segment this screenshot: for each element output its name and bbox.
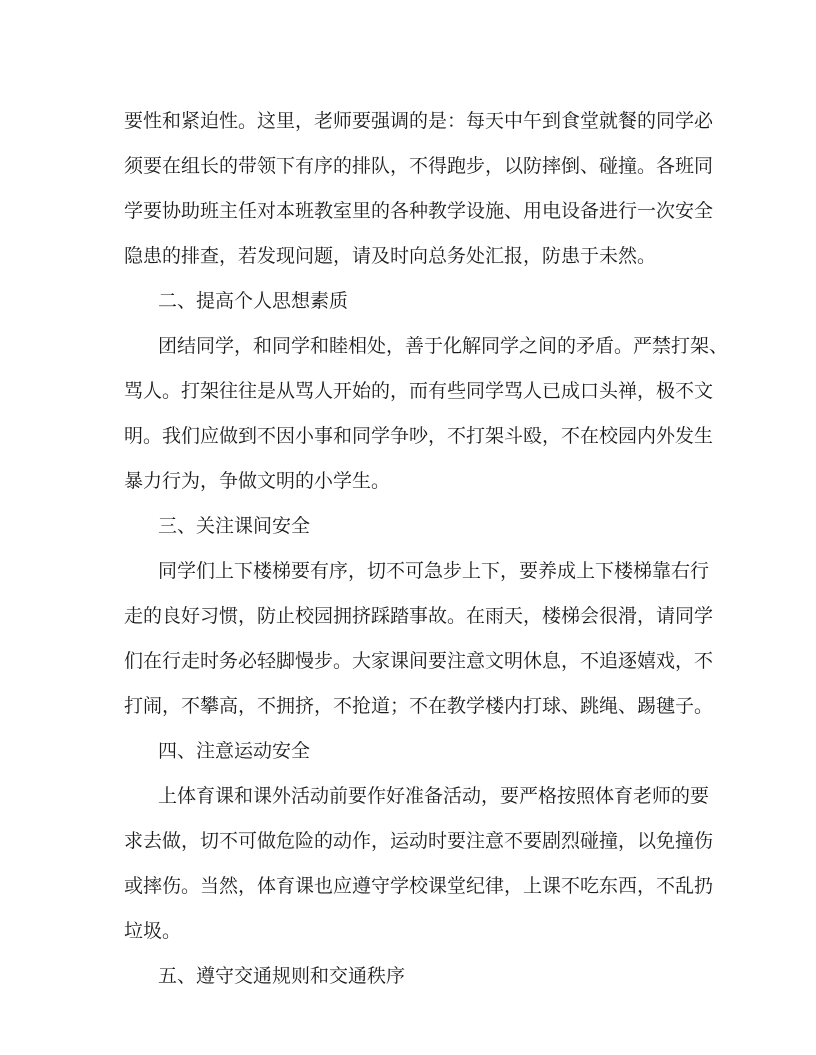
section-heading: 二、提高个人思想素质 [158,290,349,312]
section-heading: 五、遵守交通规则和交通秩序 [158,965,406,987]
paragraph-line: 学要协助班主任对本班教室里的各种教学设施、用电设备进行一次安全 [124,200,714,222]
paragraph-line: 团结同学，和同学和睦相处，善于化解同学之间的矛盾。严禁打架、 [158,335,729,357]
paragraph-line: 走的良好习惯，防止校园拥挤踩踏事故。在雨天，楼梯会很滑，请同学 [124,605,714,627]
paragraph-line: 隐患的排查，若发现问题，请及时向总务处汇报，防患于未然。 [124,245,657,267]
section-heading: 四、注意运动安全 [158,740,311,762]
paragraph-line: 或摔伤。当然，体育课也应遵守学校课堂纪律，上课不吃东西，不乱扔 [124,875,714,897]
paragraph-line: 须要在组长的带领下有序的排队，不得跑步，以防摔倒、碰撞。各班同 [124,155,714,177]
paragraph-line: 明。我们应做到不因小事和同学争吵，不打架斗殴，不在校园内外发生 [124,425,714,447]
paragraph-line: 同学们上下楼梯要有序，切不可急步上下，要养成上下楼梯靠右行 [158,560,710,582]
paragraph-line: 要性和紧迫性。这里，老师要强调的是：每天中午到食堂就餐的同学必 [124,110,714,132]
paragraph-line: 打闹，不攀高，不拥挤，不抢道；不在教学楼内打球、跳绳、踢毽子。 [124,695,714,717]
paragraph-line: 骂人。打架往往是从骂人开始的，而有些同学骂人已成口头禅，极不文 [124,380,714,402]
paragraph-line: 暴力行为，争做文明的小学生。 [124,470,391,492]
paragraph-line: 们在行走时务必轻脚慢步。大家课间要注意文明休息，不追逐嬉戏，不 [124,650,714,672]
paragraph-line: 上体育课和课外活动前要作好准备活动，要严格按照体育老师的要 [158,785,710,807]
paragraph-line: 求去做，切不可做危险的动作，运动时要注意不要剧烈碰撞，以免撞伤 [124,830,714,852]
section-heading: 三、关注课间安全 [158,515,311,537]
paragraph-line: 垃圾。 [124,920,182,942]
